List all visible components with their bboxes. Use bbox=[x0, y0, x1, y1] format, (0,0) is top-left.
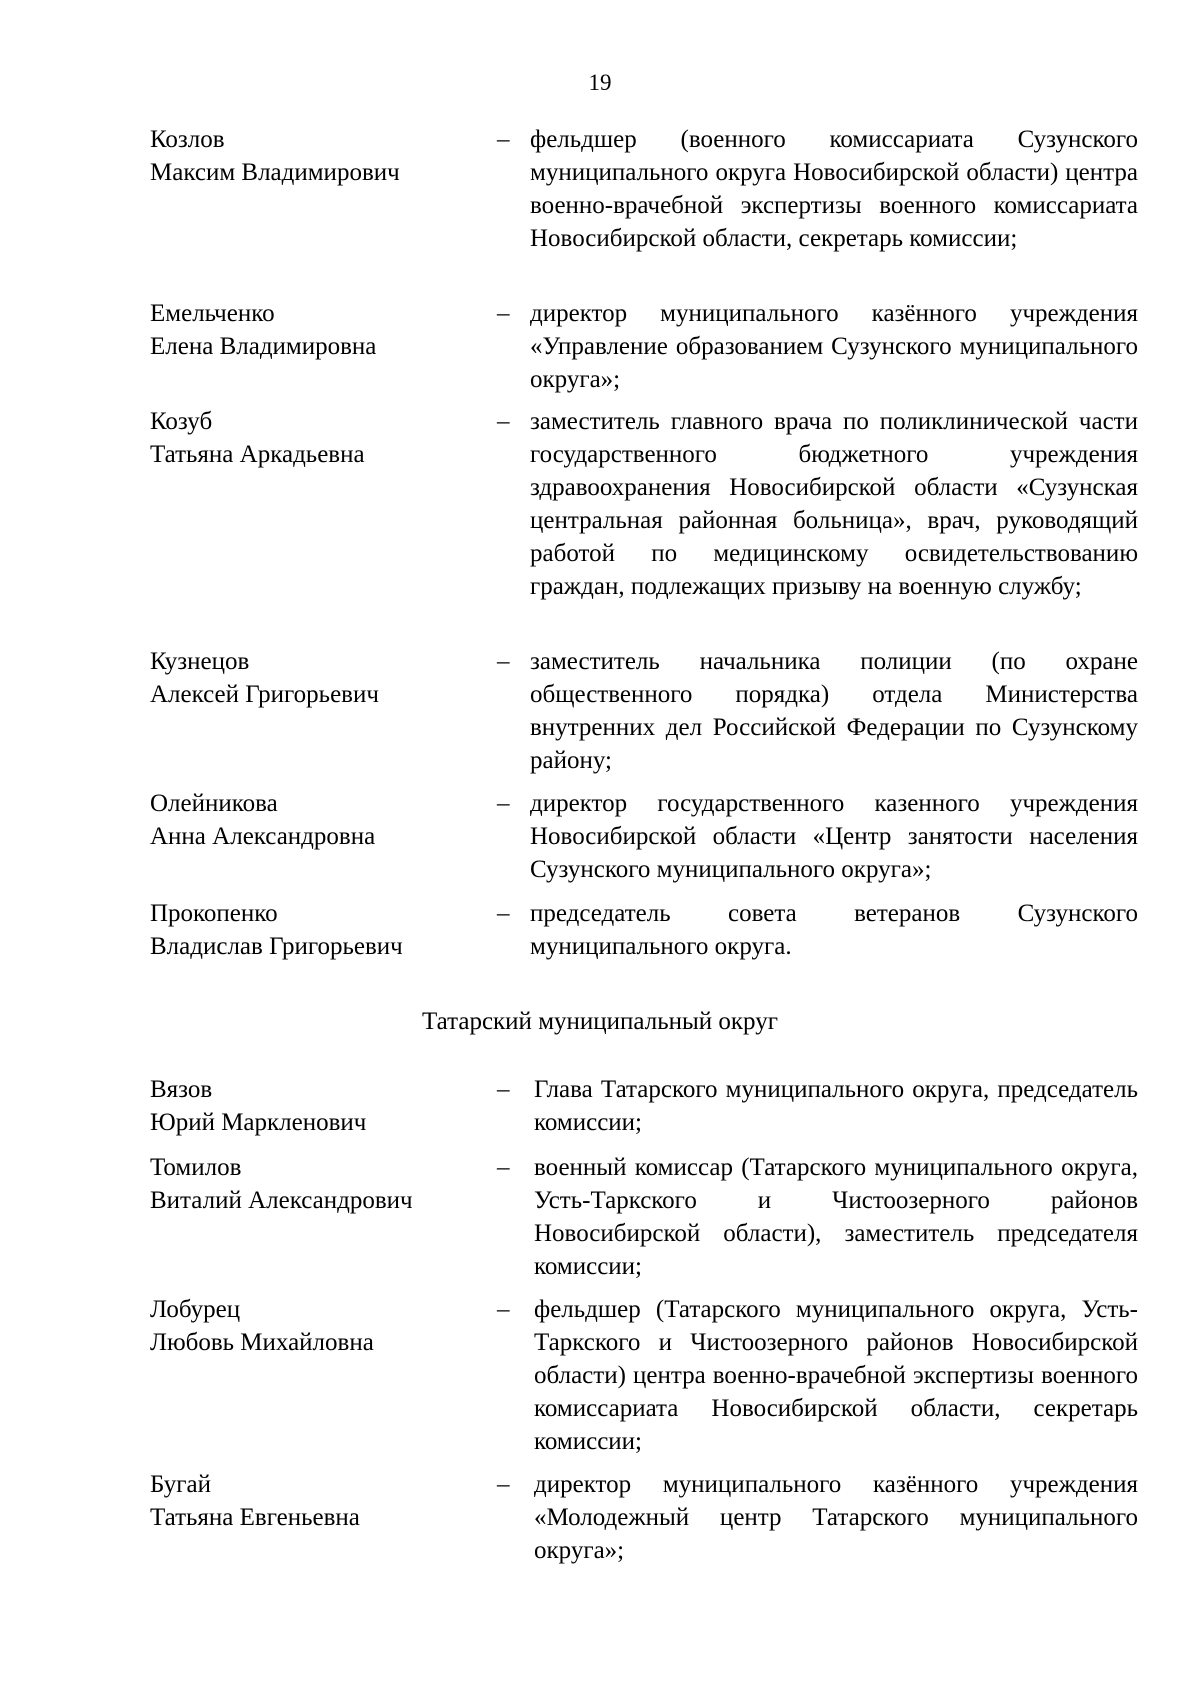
member-role: директор государственного казенного учреждения Новосибирской области «Центр занятости населения Сузунского муниципального округа»; bbox=[530, 790, 1138, 883]
dash-separator: – bbox=[497, 1076, 510, 1103]
member-given-names: Любовь Михайловна bbox=[150, 1329, 374, 1356]
member-name bbox=[150, 297, 480, 363]
dash-separator: – bbox=[497, 1296, 510, 1323]
member-given-names: Анна Александровна bbox=[150, 823, 376, 850]
member-given-names: Алексей Григорьевич bbox=[150, 681, 379, 708]
dash-separator: – bbox=[497, 1154, 510, 1181]
member-role: фельдшер (военного комиссариата Сузунского муниципального округа Новосибирской области) центра военно-врачебной экспертизы военного комиссариата Новосибирской области, секретарь комиссии; bbox=[530, 126, 1138, 252]
member-surname: Козлов bbox=[150, 126, 225, 153]
member-surname: Лобурец bbox=[150, 1296, 241, 1323]
member-given-names: Виталий Александрович bbox=[150, 1187, 413, 1214]
member-surname: Бугай bbox=[150, 1471, 211, 1498]
member-given-names: Елена Владимировна bbox=[150, 333, 377, 360]
member-given-names: Юрий Маркленович bbox=[150, 1109, 367, 1136]
member-surname: Томилов bbox=[150, 1154, 242, 1181]
member-name bbox=[150, 1151, 480, 1217]
member-surname: Емельченко bbox=[150, 300, 275, 327]
member-surname: Козуб bbox=[150, 408, 213, 435]
member-name bbox=[150, 123, 480, 189]
member-name bbox=[150, 645, 480, 711]
member-role: директор муниципального казённого учреждения «Управление образованием Сузунского муниципального округа»; bbox=[530, 300, 1138, 393]
member-role: председатель совета ветеранов Сузунского муниципального округа. bbox=[530, 900, 1138, 960]
member-name bbox=[150, 1293, 480, 1359]
member-role: заместитель начальника полиции (по охране общественного порядка) отдела Министерства внутренних дел Российской Федерации по Сузунскому району; bbox=[530, 648, 1138, 774]
member-role: директор муниципального казённого учреждения «Молодежный центр Татарского муниципального округа»; bbox=[534, 1471, 1138, 1564]
member-surname: Кузнецов bbox=[150, 648, 250, 675]
member-given-names: Максим Владимирович bbox=[150, 159, 400, 186]
member-given-names: Татьяна Аркадьевна bbox=[150, 441, 365, 468]
dash-separator: – bbox=[497, 1471, 510, 1498]
member-name bbox=[150, 405, 480, 471]
dash-separator: – bbox=[497, 408, 510, 435]
member-surname: Олейникова bbox=[150, 790, 278, 817]
member-role: заместитель главного врача по поликлинической части государственного бюджетного учреждения здравоохранения Новосибирской области «Сузунская центральная районная больница», врач, руководящий работой по медицинскому освидетельствованию граждан, подлежащих призыву на военную службу; bbox=[530, 408, 1138, 600]
page-number: 19 bbox=[588, 70, 612, 95]
member-given-names: Владислав Григорьевич bbox=[150, 933, 403, 960]
dash-separator: – bbox=[497, 300, 510, 327]
section-heading: Татарский муниципальный округ bbox=[422, 1008, 778, 1035]
member-name bbox=[150, 1073, 480, 1139]
member-surname: Прокопенко bbox=[150, 900, 278, 927]
member-name bbox=[150, 1468, 480, 1534]
member-surname: Вязов bbox=[150, 1076, 213, 1103]
dash-separator: – bbox=[497, 126, 510, 153]
member-role: Глава Татарского муниципального округа, председатель комиссии; bbox=[534, 1076, 1138, 1136]
dash-separator: – bbox=[497, 648, 510, 675]
member-role: военный комиссар (Татарского муниципального округа, Усть-Таркского и Чистоозерного районов Новосибирской области), заместитель председателя комиссии; bbox=[534, 1154, 1138, 1280]
dash-separator: – bbox=[497, 900, 510, 927]
member-given-names: Татьяна Евгеньевна bbox=[150, 1504, 360, 1531]
member-name bbox=[150, 787, 480, 853]
member-name bbox=[150, 897, 480, 963]
dash-separator: – bbox=[497, 790, 510, 817]
member-role: фельдшер (Татарского муниципального округа, Усть-Таркского и Чистоозерного районов Новосибирской области) центра военно-врачебной экспертизы военного комиссариата Новосибирской области, секретарь комиссии; bbox=[534, 1296, 1138, 1455]
